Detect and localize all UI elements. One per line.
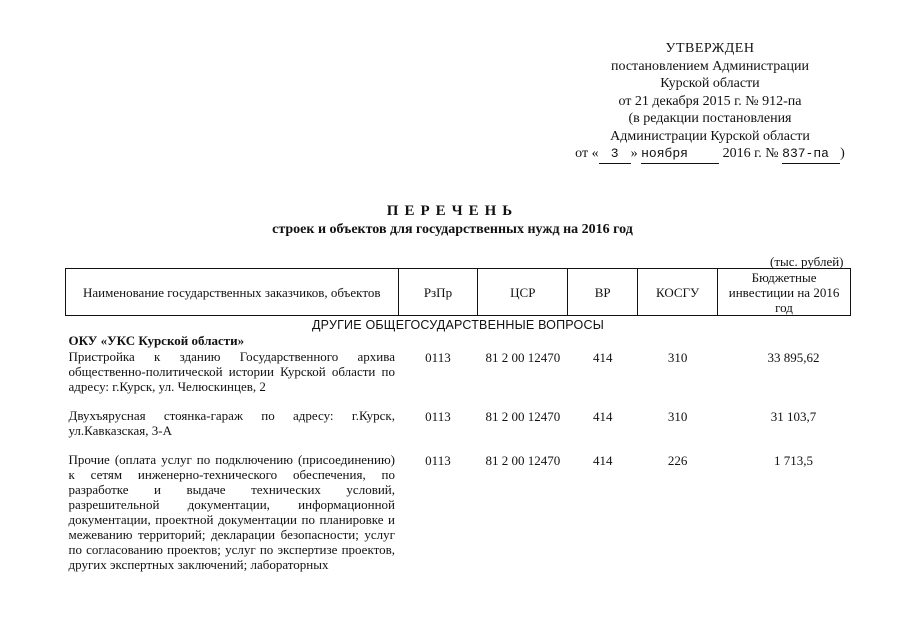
approval-stamp xyxy=(540,40,880,164)
table-row xyxy=(66,408,851,452)
row-budget: 33 895,62 xyxy=(767,350,820,365)
approval-line-5: Администрации Курской области xyxy=(610,128,810,144)
document-subtitle: строек и объектов для государственных нужд на 2016 год xyxy=(272,222,633,237)
signed-number: 837-па xyxy=(782,145,840,164)
approval-line-4: (в редакции постановления xyxy=(628,111,792,126)
table-row xyxy=(66,452,851,586)
approval-line-1: постановлением Администрации xyxy=(611,58,809,74)
approval-line-3: от 21 декабря 2015 г. № 912-па xyxy=(618,93,802,109)
approval-heading: УТВЕРЖДЕН xyxy=(665,41,755,56)
document-title: ПЕРЕЧЕНЬ xyxy=(386,203,519,219)
row-kosgu: 226 xyxy=(667,453,688,468)
table-row xyxy=(66,349,851,408)
header-kosgu: КОСГУ xyxy=(638,269,718,316)
row-rzpr: 0113 xyxy=(425,409,451,424)
signed-prefix: от « xyxy=(575,146,599,161)
row-csr: 81 2 00 12470 xyxy=(485,453,561,468)
approval-line-2: Курской области xyxy=(660,76,760,91)
row-kosgu: 310 xyxy=(667,409,688,424)
header-rzpr: РзПр xyxy=(398,269,478,316)
row-kosgu: 310 xyxy=(667,350,688,365)
row-rzpr: 0113 xyxy=(425,453,451,468)
org-row xyxy=(66,333,851,349)
objects-table xyxy=(65,268,851,586)
section-title: ДРУГИЕ ОБЩЕГОСУДАРСТВЕННЫЕ ВОПРОСЫ xyxy=(312,318,604,332)
signed-month: ноября xyxy=(641,145,719,164)
units-label: (тыс. рублей) xyxy=(770,254,844,269)
row-budget: 31 103,7 xyxy=(770,409,817,424)
signed-year: 2016 г. № xyxy=(722,146,779,161)
row-budget: 1 713,5 xyxy=(774,453,814,468)
row-vr: 414 xyxy=(592,409,613,424)
signed-day: 3 xyxy=(599,145,631,164)
header-budget: Бюджетные инвестиции на 2016 год xyxy=(718,269,851,316)
header-name: Наименование государственных заказчиков, объектов xyxy=(66,269,399,316)
row-vr: 414 xyxy=(592,453,613,468)
org-name: ОКУ «УКС Курской области» xyxy=(68,333,245,348)
row-csr: 81 2 00 12470 xyxy=(485,409,561,424)
row-csr: 81 2 00 12470 xyxy=(485,350,561,365)
row-name: Двухъярусная стоянка-гараж по адресу: г.Курск, ул.Кавказская, 3-А xyxy=(68,408,395,438)
signed-close: ) xyxy=(840,146,845,161)
signed-mid: » xyxy=(630,146,638,161)
row-name: Прочие (оплата услуг по подключению (присоединению) к сетям инженерно-технического обеспечения, по разработке и выдаче технических условий, разрешительной документации, информационной документации, проектной документации по планировке и межеванию территорий; декларации безопасности; услуг по согласованию проектов; услуг по экспертизе проектов, других экспертных заключений; лабораторных xyxy=(68,452,395,572)
table-header-row xyxy=(66,269,851,316)
approval-signed-line xyxy=(540,145,880,164)
header-csr: ЦСР xyxy=(478,269,568,316)
section-row xyxy=(66,316,851,334)
header-vr: ВР xyxy=(568,269,638,316)
row-rzpr: 0113 xyxy=(425,350,451,365)
row-name: Пристройка к зданию Государственного архива общественно-политической истории Курской области по адресу: г.Курск, ул. Челюскинцев, 2 xyxy=(68,349,395,394)
row-vr: 414 xyxy=(592,350,613,365)
